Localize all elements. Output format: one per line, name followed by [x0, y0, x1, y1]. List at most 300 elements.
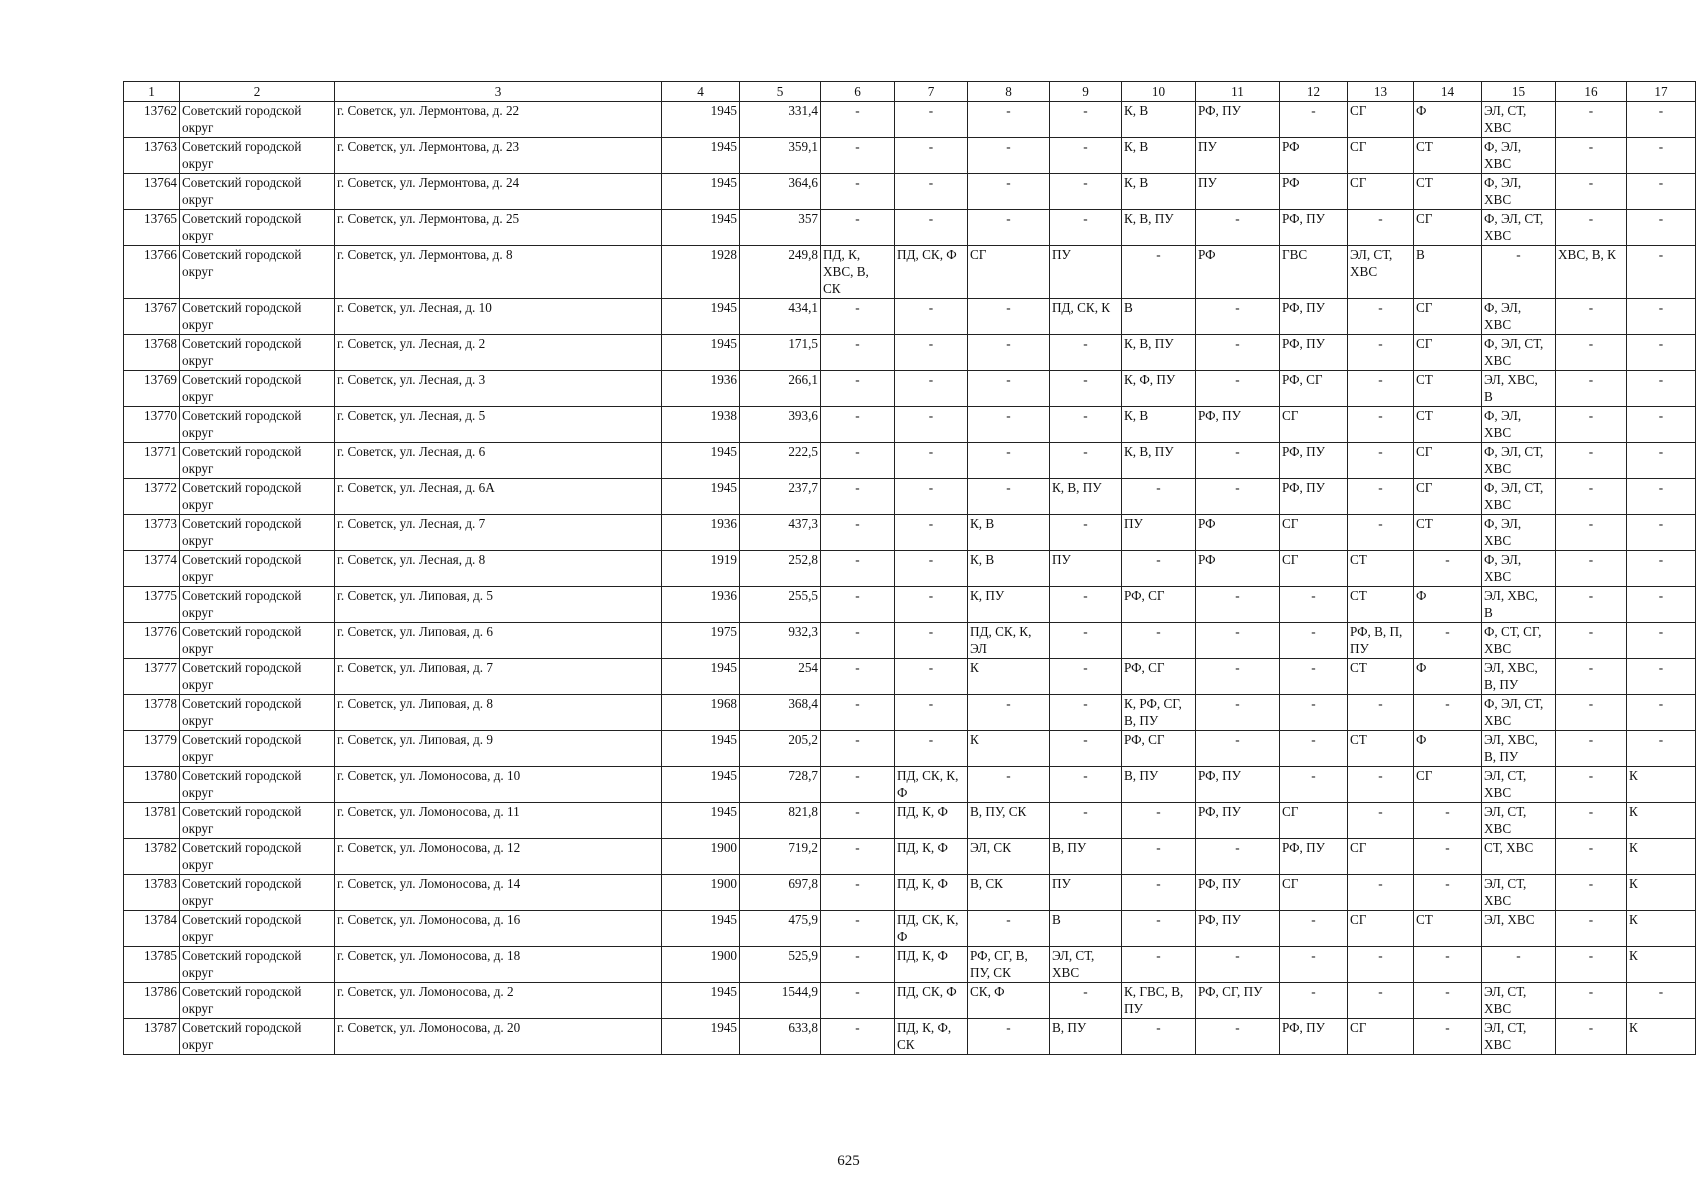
- table-row: [124, 246, 1696, 299]
- table-cell: 1928: [662, 246, 740, 299]
- column-header: 15: [1482, 82, 1556, 102]
- table-cell: РФ: [1196, 515, 1280, 551]
- column-header: 13: [1348, 82, 1414, 102]
- table-cell: СТ: [1414, 371, 1482, 407]
- table-row: [124, 299, 1696, 335]
- table-cell: г. Советск, ул. Лесная, д. 2: [335, 335, 662, 371]
- table-cell: 357: [740, 210, 821, 246]
- table-cell: -: [1280, 102, 1348, 138]
- table-cell: Ф, ЭЛ, СТ, ХВС: [1482, 695, 1556, 731]
- table-cell: Советский городской округ: [180, 623, 335, 659]
- table-row: [124, 947, 1696, 983]
- table-cell: РФ, СГ: [1280, 371, 1348, 407]
- table-cell: 252,8: [740, 551, 821, 587]
- table-cell: Ф, ЭЛ, ХВС: [1482, 174, 1556, 210]
- table-cell: -: [1050, 659, 1122, 695]
- table-cell: -: [821, 839, 895, 875]
- table-cell: -: [1196, 731, 1280, 767]
- table-row: [124, 174, 1696, 210]
- table-cell: -: [1627, 102, 1696, 138]
- column-header: 17: [1627, 82, 1696, 102]
- column-header: 1: [124, 82, 180, 102]
- table-cell: -: [821, 551, 895, 587]
- table-cell: ЭЛ, СТ, ХВС: [1482, 767, 1556, 803]
- table-cell: ПД, СК, Ф: [895, 983, 968, 1019]
- table-cell: Ф: [1414, 659, 1482, 695]
- table-cell: РФ, В, П, ПУ: [1348, 623, 1414, 659]
- table-cell: -: [1348, 407, 1414, 443]
- table-cell: Советский городской округ: [180, 551, 335, 587]
- table-cell: Советский городской округ: [180, 138, 335, 174]
- table-row: [124, 443, 1696, 479]
- column-header: 7: [895, 82, 968, 102]
- table-cell: Ф, СТ, СГ, ХВС: [1482, 623, 1556, 659]
- table-cell: К: [968, 731, 1050, 767]
- table-cell: К, В, ПУ: [1122, 335, 1196, 371]
- table-cell: -: [1196, 1019, 1280, 1055]
- table-row: [124, 983, 1696, 1019]
- table-cell: -: [895, 174, 968, 210]
- table-cell: 13768: [124, 335, 180, 371]
- table-cell: 13773: [124, 515, 180, 551]
- table-cell: -: [968, 695, 1050, 731]
- table-cell: -: [1280, 623, 1348, 659]
- table-cell: К: [1627, 911, 1696, 947]
- table-cell: -: [821, 767, 895, 803]
- table-cell: К: [1627, 767, 1696, 803]
- column-header: 9: [1050, 82, 1122, 102]
- table-cell: -: [1050, 335, 1122, 371]
- table-row: [124, 803, 1696, 839]
- table-cell: -: [1556, 731, 1627, 767]
- table-cell: СГ: [1348, 138, 1414, 174]
- table-cell: -: [895, 335, 968, 371]
- table-cell: -: [821, 174, 895, 210]
- table-cell: -: [968, 174, 1050, 210]
- table-cell: -: [1280, 731, 1348, 767]
- table-cell: ПД, К, Ф: [895, 875, 968, 911]
- table-row: [124, 839, 1696, 875]
- table-cell: РФ, СГ, В, ПУ, СК: [968, 947, 1050, 983]
- table-cell: г. Советск, ул. Лесная, д. 3: [335, 371, 662, 407]
- table-cell: ПУ: [1050, 875, 1122, 911]
- column-header: 4: [662, 82, 740, 102]
- table-cell: К: [1627, 839, 1696, 875]
- table-cell: -: [821, 138, 895, 174]
- table-cell: 255,5: [740, 587, 821, 623]
- table-cell: 525,9: [740, 947, 821, 983]
- table-cell: -: [821, 479, 895, 515]
- table-cell: ЭЛ, ХВС, В: [1482, 371, 1556, 407]
- table-cell: СГ: [1280, 407, 1348, 443]
- table-cell: -: [1556, 299, 1627, 335]
- table-cell: -: [1050, 695, 1122, 731]
- table-cell: -: [1122, 875, 1196, 911]
- table-cell: ЭЛ, ХВС, В, ПУ: [1482, 731, 1556, 767]
- table-cell: 1945: [662, 102, 740, 138]
- table-cell: -: [895, 299, 968, 335]
- table-cell: -: [1050, 587, 1122, 623]
- table-cell: -: [1627, 371, 1696, 407]
- table-cell: -: [895, 102, 968, 138]
- table-cell: -: [1196, 947, 1280, 983]
- table-row: [124, 911, 1696, 947]
- table-cell: В, ПУ: [1050, 1019, 1122, 1055]
- table-cell: ПД, СК, К: [1050, 299, 1122, 335]
- table-cell: Советский городской округ: [180, 102, 335, 138]
- table-cell: К, В: [968, 551, 1050, 587]
- table-cell: -: [968, 210, 1050, 246]
- table-cell: СК, Ф: [968, 983, 1050, 1019]
- table-cell: Советский городской округ: [180, 174, 335, 210]
- table-cell: -: [1627, 335, 1696, 371]
- table-cell: -: [1627, 515, 1696, 551]
- table-cell: Ф: [1414, 102, 1482, 138]
- table-cell: -: [895, 587, 968, 623]
- table-cell: 205,2: [740, 731, 821, 767]
- table-cell: -: [821, 911, 895, 947]
- table-cell: -: [895, 407, 968, 443]
- table-cell: -: [1627, 551, 1696, 587]
- table-cell: РФ, ПУ: [1280, 479, 1348, 515]
- table-cell: СТ: [1348, 659, 1414, 695]
- table-cell: 13776: [124, 623, 180, 659]
- table-cell: РФ: [1280, 138, 1348, 174]
- table-cell: -: [1050, 371, 1122, 407]
- table-cell: К: [1627, 803, 1696, 839]
- table-cell: 1945: [662, 803, 740, 839]
- table-cell: 932,3: [740, 623, 821, 659]
- table-cell: -: [1122, 803, 1196, 839]
- table-row: [124, 102, 1696, 138]
- table-cell: 1900: [662, 839, 740, 875]
- table-cell: -: [1556, 210, 1627, 246]
- table-cell: -: [1556, 174, 1627, 210]
- table-cell: -: [1627, 138, 1696, 174]
- table-cell: 13781: [124, 803, 180, 839]
- table-cell: -: [1050, 731, 1122, 767]
- table-cell: СГ: [1280, 875, 1348, 911]
- table-cell: Советский городской округ: [180, 587, 335, 623]
- table-cell: ЭЛ, СТ, ХВС: [1482, 1019, 1556, 1055]
- table-cell: 1936: [662, 515, 740, 551]
- table-cell: СТ: [1414, 407, 1482, 443]
- table-cell: СТ: [1414, 911, 1482, 947]
- table-cell: Советский городской округ: [180, 443, 335, 479]
- table-cell: -: [1050, 767, 1122, 803]
- table-cell: -: [821, 623, 895, 659]
- table-cell: Ф, ЭЛ, ХВС: [1482, 551, 1556, 587]
- table-cell: Ф, ЭЛ, ХВС: [1482, 407, 1556, 443]
- table-cell: -: [1414, 803, 1482, 839]
- table-cell: -: [1050, 515, 1122, 551]
- table-cell: -: [968, 1019, 1050, 1055]
- table-cell: РФ, СГ: [1122, 731, 1196, 767]
- table-row: [124, 731, 1696, 767]
- table-cell: -: [1556, 443, 1627, 479]
- table-cell: Советский городской округ: [180, 911, 335, 947]
- table-cell: 475,9: [740, 911, 821, 947]
- table-cell: К: [1627, 947, 1696, 983]
- table-cell: -: [821, 695, 895, 731]
- column-header: 5: [740, 82, 821, 102]
- table-cell: РФ, ПУ: [1196, 767, 1280, 803]
- table-cell: г. Советск, ул. Лермонтова, д. 25: [335, 210, 662, 246]
- table-cell: -: [1348, 515, 1414, 551]
- table-cell: 13779: [124, 731, 180, 767]
- table-cell: Советский городской округ: [180, 515, 335, 551]
- table-cell: -: [1482, 246, 1556, 299]
- table-cell: г. Советск, ул. Ломоносова, д. 16: [335, 911, 662, 947]
- table-cell: К, ПУ: [968, 587, 1050, 623]
- table-cell: РФ, ПУ: [1196, 911, 1280, 947]
- table-cell: -: [821, 210, 895, 246]
- table-cell: 254: [740, 659, 821, 695]
- table-cell: Советский городской округ: [180, 479, 335, 515]
- table-cell: СГ: [968, 246, 1050, 299]
- table-cell: -: [1627, 695, 1696, 731]
- table-cell: ЭЛ, СТ, ХВС: [1482, 983, 1556, 1019]
- table-cell: 13783: [124, 875, 180, 911]
- table-cell: -: [1556, 1019, 1627, 1055]
- table-cell: РФ: [1196, 551, 1280, 587]
- table-cell: К, РФ, СГ, В, ПУ: [1122, 695, 1196, 731]
- table-cell: Советский городской округ: [180, 947, 335, 983]
- table-cell: СТ: [1348, 587, 1414, 623]
- table-cell: 368,4: [740, 695, 821, 731]
- table-cell: -: [1280, 767, 1348, 803]
- table-cell: 1919: [662, 551, 740, 587]
- table-cell: г. Советск, ул. Ломоносова, д. 18: [335, 947, 662, 983]
- table-cell: РФ, ПУ: [1196, 102, 1280, 138]
- table-cell: СТ: [1414, 138, 1482, 174]
- table-row: [124, 695, 1696, 731]
- table-cell: СТ: [1348, 551, 1414, 587]
- table-cell: 222,5: [740, 443, 821, 479]
- table-cell: РФ, ПУ: [1280, 839, 1348, 875]
- table-cell: -: [1348, 803, 1414, 839]
- table-row: [124, 587, 1696, 623]
- table-cell: г. Советск, ул. Ломоносова, д. 11: [335, 803, 662, 839]
- table-cell: Ф, ЭЛ, СТ, ХВС: [1482, 210, 1556, 246]
- table-cell: В, ПУ: [1122, 767, 1196, 803]
- table-cell: -: [1050, 174, 1122, 210]
- table-cell: К, В: [1122, 102, 1196, 138]
- table-cell: -: [968, 102, 1050, 138]
- table-cell: -: [1556, 371, 1627, 407]
- table-cell: -: [895, 515, 968, 551]
- table-cell: ПД, СК, К, ЭЛ: [968, 623, 1050, 659]
- table-cell: СГ: [1414, 479, 1482, 515]
- table-cell: -: [1348, 767, 1414, 803]
- table-cell: -: [1556, 803, 1627, 839]
- table-cell: Советский городской округ: [180, 335, 335, 371]
- table-cell: -: [1122, 479, 1196, 515]
- table-cell: ГВС: [1280, 246, 1348, 299]
- table-cell: Советский городской округ: [180, 803, 335, 839]
- table-cell: -: [1414, 695, 1482, 731]
- table-cell: -: [1556, 407, 1627, 443]
- table-cell: -: [1122, 246, 1196, 299]
- table-cell: 821,8: [740, 803, 821, 839]
- table-cell: -: [1414, 551, 1482, 587]
- table-cell: ЭЛ, ХВС, В, ПУ: [1482, 659, 1556, 695]
- table-cell: 1968: [662, 695, 740, 731]
- table-cell: 13772: [124, 479, 180, 515]
- table-cell: В, СК: [968, 875, 1050, 911]
- table-cell: К: [1627, 875, 1696, 911]
- table-cell: К, В, ПУ: [1122, 210, 1196, 246]
- table-cell: г. Советск, ул. Лесная, д. 7: [335, 515, 662, 551]
- table-cell: г. Советск, ул. Лесная, д. 6: [335, 443, 662, 479]
- table-cell: 13777: [124, 659, 180, 695]
- table-cell: СГ: [1414, 210, 1482, 246]
- table-cell: В: [1414, 246, 1482, 299]
- table-cell: 13763: [124, 138, 180, 174]
- table-cell: ПУ: [1196, 138, 1280, 174]
- table-cell: К: [1627, 1019, 1696, 1055]
- table-cell: К, ГВС, В, ПУ: [1122, 983, 1196, 1019]
- table-cell: -: [1556, 659, 1627, 695]
- table-cell: РФ, СГ: [1122, 587, 1196, 623]
- table-cell: В: [1050, 911, 1122, 947]
- table-cell: -: [1122, 911, 1196, 947]
- table-cell: -: [821, 1019, 895, 1055]
- table-cell: -: [968, 299, 1050, 335]
- table-cell: -: [821, 371, 895, 407]
- table-cell: Ф: [1414, 587, 1482, 623]
- table-cell: 1945: [662, 983, 740, 1019]
- table-cell: -: [1196, 371, 1280, 407]
- table-cell: -: [1414, 983, 1482, 1019]
- table-cell: -: [821, 659, 895, 695]
- table-cell: Советский городской округ: [180, 299, 335, 335]
- table-row: [124, 210, 1696, 246]
- table-cell: -: [895, 659, 968, 695]
- table-cell: Советский городской округ: [180, 983, 335, 1019]
- table-cell: 1945: [662, 731, 740, 767]
- table-cell: -: [1122, 1019, 1196, 1055]
- table-cell: -: [1050, 138, 1122, 174]
- table-cell: -: [968, 371, 1050, 407]
- table-cell: 1945: [662, 479, 740, 515]
- table-cell: 1936: [662, 371, 740, 407]
- table-cell: -: [895, 623, 968, 659]
- table-cell: -: [1627, 623, 1696, 659]
- table-cell: -: [1414, 1019, 1482, 1055]
- table-cell: -: [1280, 911, 1348, 947]
- table-cell: г. Советск, ул. Лесная, д. 6А: [335, 479, 662, 515]
- table-row: [124, 623, 1696, 659]
- table-cell: 1945: [662, 138, 740, 174]
- table-cell: -: [968, 138, 1050, 174]
- table-cell: -: [821, 803, 895, 839]
- column-header: 12: [1280, 82, 1348, 102]
- table-cell: СТ: [1414, 174, 1482, 210]
- table-cell: -: [1348, 371, 1414, 407]
- table-cell: -: [895, 443, 968, 479]
- table-cell: ПД, К, Ф, СК: [895, 1019, 968, 1055]
- table-cell: г. Советск, ул. Липовая, д. 8: [335, 695, 662, 731]
- table-cell: СТ: [1348, 731, 1414, 767]
- table-cell: РФ: [1196, 246, 1280, 299]
- table-row: [124, 515, 1696, 551]
- table-cell: -: [1348, 210, 1414, 246]
- table-cell: ЭЛ, СТ, ХВС: [1482, 803, 1556, 839]
- table-cell: 13762: [124, 102, 180, 138]
- table-cell: Советский городской округ: [180, 246, 335, 299]
- table-cell: г. Советск, ул. Лермонтова, д. 23: [335, 138, 662, 174]
- table-cell: -: [1556, 587, 1627, 623]
- table-row: [124, 335, 1696, 371]
- table-cell: -: [1050, 443, 1122, 479]
- column-header: 6: [821, 82, 895, 102]
- table-cell: РФ, ПУ: [1196, 803, 1280, 839]
- column-header: 10: [1122, 82, 1196, 102]
- table-cell: СГ: [1414, 767, 1482, 803]
- table-cell: г. Советск, ул. Липовая, д. 5: [335, 587, 662, 623]
- table-cell: 13780: [124, 767, 180, 803]
- table-cell: Ф, ЭЛ, СТ, ХВС: [1482, 335, 1556, 371]
- column-header: 8: [968, 82, 1050, 102]
- table-cell: ПД, К, Ф: [895, 803, 968, 839]
- table-row: [124, 1019, 1696, 1055]
- table-cell: ПУ: [1122, 515, 1196, 551]
- table-cell: ХВС, В, К: [1556, 246, 1627, 299]
- table-cell: 1945: [662, 911, 740, 947]
- table-cell: -: [1196, 443, 1280, 479]
- column-header: 16: [1556, 82, 1627, 102]
- table-cell: ЭЛ, СТ, ХВС: [1482, 875, 1556, 911]
- table-cell: -: [1556, 102, 1627, 138]
- table-cell: 13786: [124, 983, 180, 1019]
- table-row: [124, 138, 1696, 174]
- table-cell: К, В, ПУ: [1050, 479, 1122, 515]
- table-cell: -: [1556, 875, 1627, 911]
- table-cell: Советский городской округ: [180, 659, 335, 695]
- table-cell: -: [895, 138, 968, 174]
- table-cell: -: [1348, 947, 1414, 983]
- table-cell: г. Советск, ул. Лермонтова, д. 24: [335, 174, 662, 210]
- column-header: 14: [1414, 82, 1482, 102]
- table-cell: -: [1348, 875, 1414, 911]
- table-cell: СГ: [1348, 911, 1414, 947]
- table-cell: 437,3: [740, 515, 821, 551]
- table-cell: Советский городской округ: [180, 839, 335, 875]
- table-cell: -: [968, 479, 1050, 515]
- table-cell: ПД, К, ХВС, В, СК: [821, 246, 895, 299]
- table-cell: В, ПУ: [1050, 839, 1122, 875]
- table-cell: 13767: [124, 299, 180, 335]
- table-cell: 359,1: [740, 138, 821, 174]
- table-cell: 1945: [662, 659, 740, 695]
- table-cell: -: [1280, 947, 1348, 983]
- table-cell: -: [1414, 839, 1482, 875]
- table-cell: -: [1482, 947, 1556, 983]
- table-row: [124, 551, 1696, 587]
- table-cell: 1544,9: [740, 983, 821, 1019]
- table-cell: К, В, ПУ: [1122, 443, 1196, 479]
- table-cell: К, В: [1122, 138, 1196, 174]
- table-cell: -: [1122, 551, 1196, 587]
- table-cell: -: [1280, 659, 1348, 695]
- table-cell: -: [1348, 983, 1414, 1019]
- table-cell: -: [1050, 983, 1122, 1019]
- table-cell: -: [968, 443, 1050, 479]
- table-cell: 697,8: [740, 875, 821, 911]
- table-cell: РФ, ПУ: [1280, 443, 1348, 479]
- table-cell: -: [1050, 210, 1122, 246]
